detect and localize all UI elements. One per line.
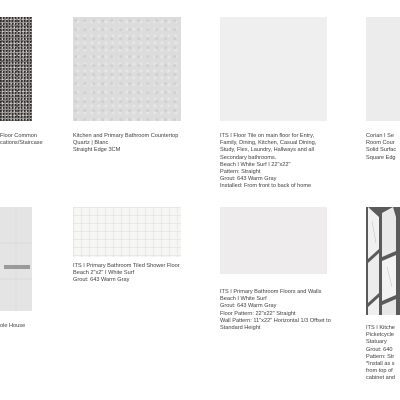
caption-corian: Corian I Se Room Cour Solid Surfac Square Edg xyxy=(366,133,397,161)
caption-countertop: Kitchen and Primary Bathroom Countertop Quartz | Blanc Straight Edge 3CM xyxy=(73,133,179,154)
floor-tile-swatch xyxy=(220,17,327,121)
white-surf-swatch xyxy=(220,207,327,274)
caption-primary-bath: ITS I Primary Bathroom Floors and Walls Beach I White Surf Grout: 643 Warm Gray Floor Pattern: 22"x22" Straight Wall Pattern: 11"x22" Horizontal 1/3 Offset to Standard Height xyxy=(220,289,331,332)
picket-swatch xyxy=(366,207,400,315)
caption-floor-common: Floor Common cations/Staircase xyxy=(0,133,43,147)
shower-floor-swatch xyxy=(73,207,181,257)
whole-house-swatch-graphic xyxy=(0,207,32,311)
corian-swatch xyxy=(366,17,400,121)
whole-house-swatch xyxy=(0,207,32,311)
granite-swatch xyxy=(0,17,32,121)
caption-floor-tile: ITS I Floor Tile on main floor for Entry, Family, Dining, Kitchen, Casual Dining, Study, Flex, Laundry, Hallways and all Secondary bathrooms. Beach I White Surf I 22"x22" Pattern: Straight Grout: 643 Warm Gray Installed: From front to back of home xyxy=(220,133,317,190)
picket-tile-graphic xyxy=(366,207,400,315)
quartz-swatch xyxy=(73,17,181,121)
caption-whole-house: ole House xyxy=(0,323,26,329)
caption-kitchen-backsplash: ITS I Kitche Picketcycle Statuary Grout: 640 Pattern: Str *Install as s from top of cabinet and xyxy=(366,325,395,382)
caption-shower-floor: ITS I Primary Bathroom Tiled Shower Floor Beach 2"x2" I White Surf Grout: 643 Warm Gray xyxy=(73,263,180,284)
